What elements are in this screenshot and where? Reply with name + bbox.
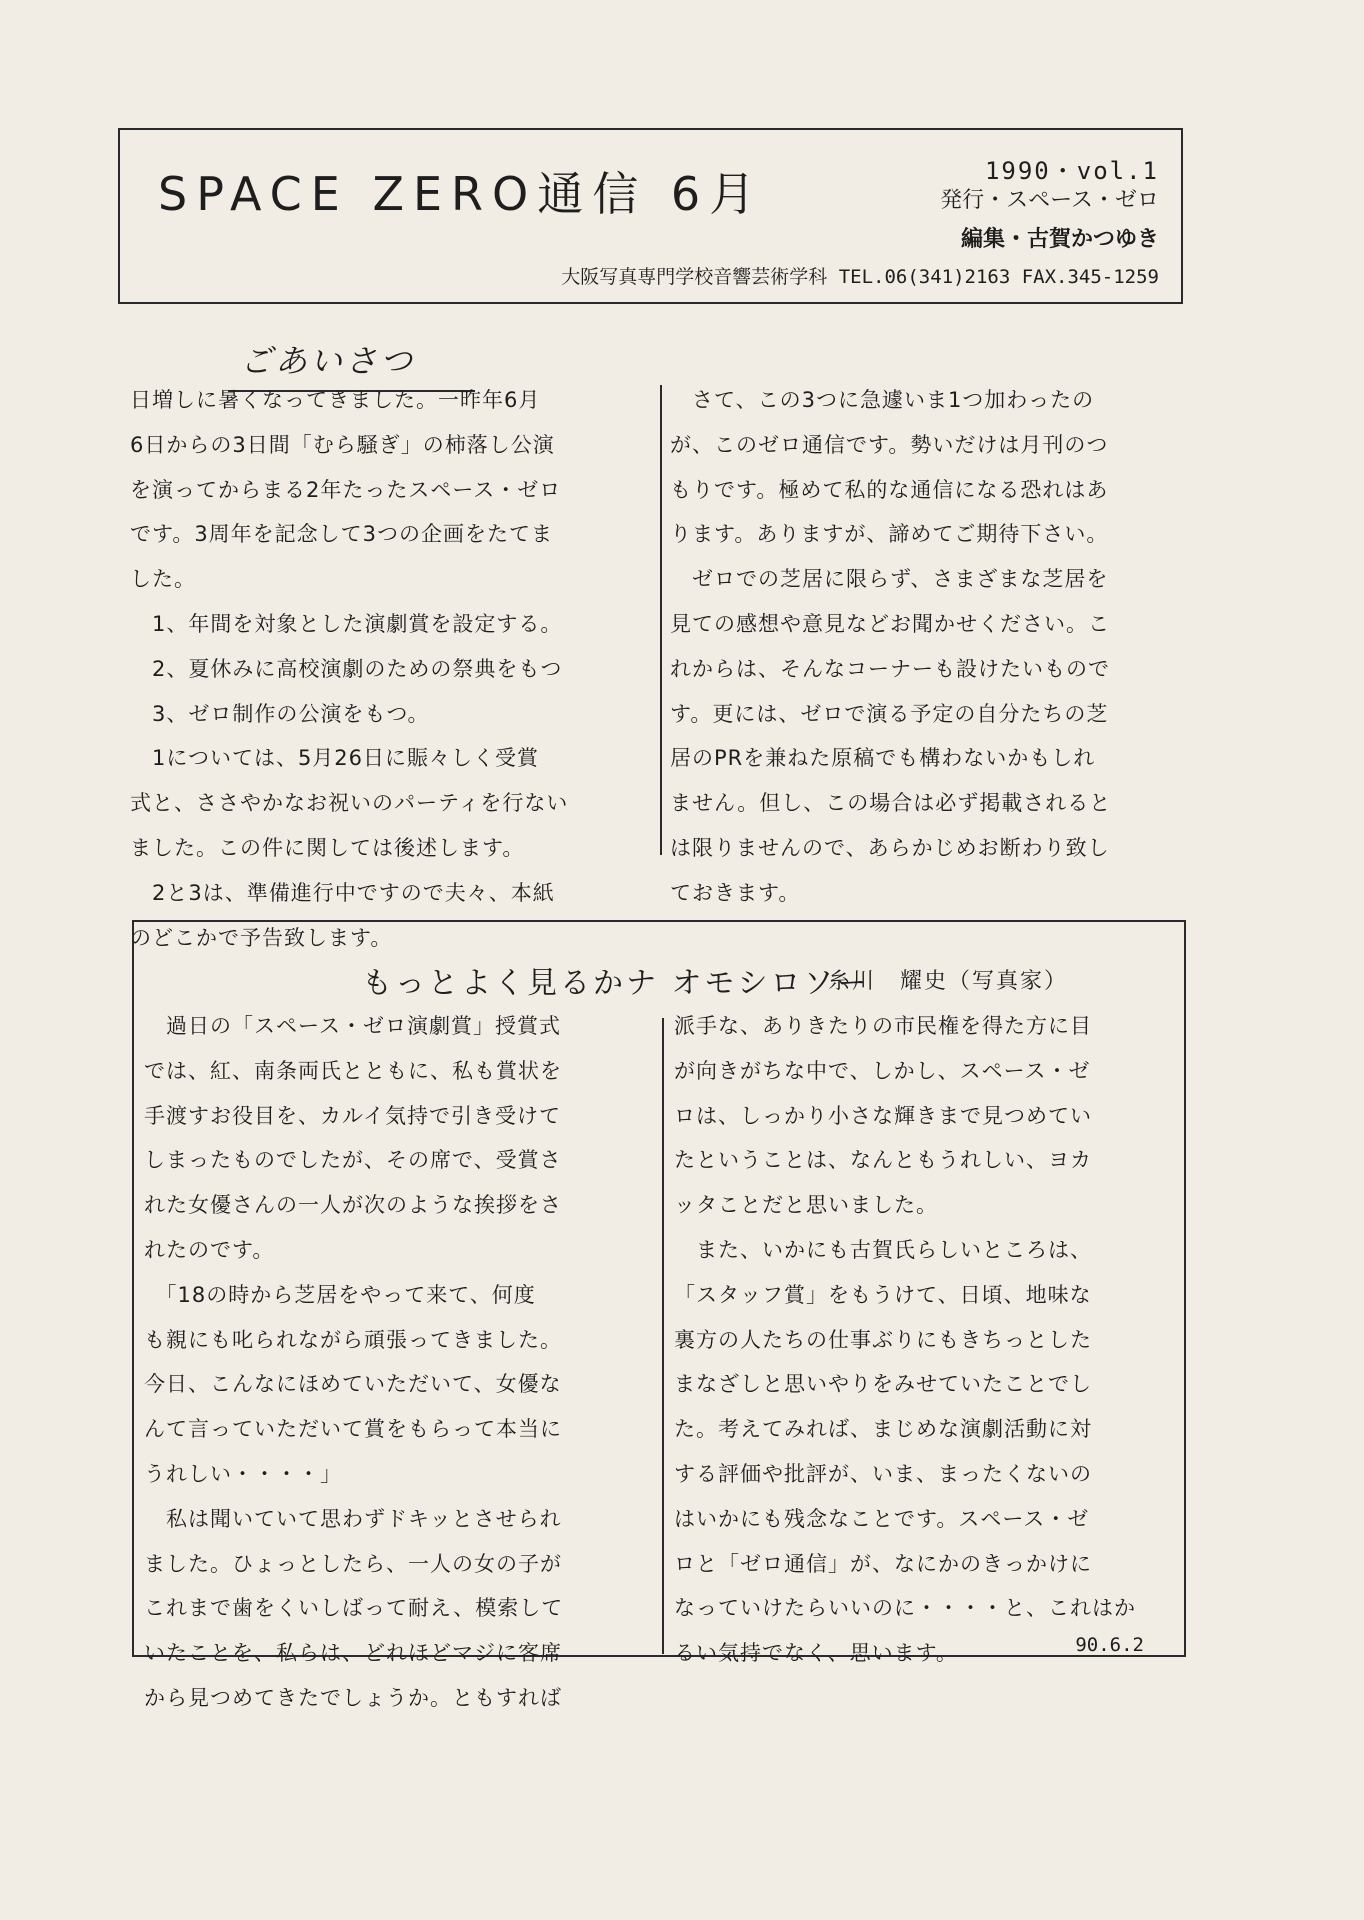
issue-volume: 1990・vol.1: [984, 157, 1159, 185]
greeting-right-column: さて、この3つに急遽いま1つ加わったの が、このゼロ通信です。勢いだけは月刊のつ もりです。極めて私的な通信になる恐れはあ ります。ありますが、諦めてご期待下さい。 ゼロでの芝居に限らず、さまざまな芝居を 見ての感想や意見などお聞かせください。こ れからは、そんなコーナーも設けたいもので す。更には、ゼロで演る予定の自分たちの芝 居のPRを兼ねた原稿でも構わないかもしれ ません。但し、この場合は必ず掲載されると は限りませんので、あらかじめお断わり致し ておきます。: [670, 388, 1112, 905]
essay-right-column: 派手な、ありきたりの市民権を得た方に目 が向きがちな中で、しかし、スペース・ゼ ロは、しっかり小さな輝きまで見つめてい たということは、なんともうれしい、ヨカ ッタことだと思いました。 また、いかにも古賀氏らしいところは、 「スタッフ賞」をもうけて、日頃、地味な 裏方の人たちの仕事ぶりにもきちっとした まなざしと思いやりをみせていたことでし た。考えてみれば、まじめな演劇活動に対 する評価や批評が、いま、まったくないの はいかにも残念なことです。スペース・ゼ ロと「ゼロ通信」が、なにかのきっかけに なっていけたらいいのに・・・・と、これはか るい気持でなく、思います。: [674, 1014, 1136, 1666]
essay-author: 糸川 耀史（写真家）: [828, 969, 1069, 994]
essay-date: 90.6.2: [1075, 1634, 1144, 1656]
contact-address: 大阪写真専門学校音響芸術学科 TEL.06(341)2163 FAX.345-1259: [561, 266, 1159, 288]
essay-left-column: 過日の「スペース・ゼロ演劇賞」授賞式 では、紅、南条両氏とともに、私も賞状を 手渡すお役目を、カルイ気持で引き受けて しまったものでしたが、その席で、受賞さ れた女優さんの一人が次のような挨拶をさ れたのです。 「18の時から芝居をやって来て、何度 も親にも叱られながら頑張ってきました。 今日、こんなにほめていただいて、女優な んて言っていただいて賞をもらって本当に うれしい・・・・」 私は聞いていて思わずドキッとさせられ ました。ひょっとしたら、一人の女の子が これまで歯をくいしばって耐え、模索して いたことを、私らは、どれほどマジに客席 から見つめてきたでしょうか。ともすれば: [144, 1014, 564, 1710]
greeting-column-divider: [660, 385, 662, 855]
issue-info: [940, 156, 1159, 216]
newsletter-title: SPACE ZERO通信 6月: [158, 167, 765, 221]
editor: 編集・古賀かつゆき: [960, 227, 1159, 252]
essay-column-divider: [662, 1018, 664, 1654]
publisher: 発行・スペース・ゼロ: [940, 188, 1159, 213]
greeting-heading: ごあいさつ: [240, 336, 415, 382]
greeting-left-column: 日増しに暑くなってきました。一昨年6月 6日からの3日間「むら騒ぎ」の柿落し公演 を演ってからまる2年たったスペース・ゼロ です。3周年を記念して3つの企画をたてま した。 1、年間を対象とした演劇賞を設定する。 2、夏休みに高校演劇のための祭典をもつ 3、ゼロ制作の公演をもつ。 1については、5月26日に賑々しく受賞 式と、ささやかなお祝いのパーティを行ない ました。この件に関しては後述します。 2と3は、準備進行中ですので夫々、本紙 のどこかで予告致します。: [130, 388, 569, 950]
essay-title: もっとよく見るかナ オモシロソー: [362, 966, 870, 1001]
essay-box: [132, 920, 1186, 1710]
masthead-box: [118, 128, 1183, 304]
